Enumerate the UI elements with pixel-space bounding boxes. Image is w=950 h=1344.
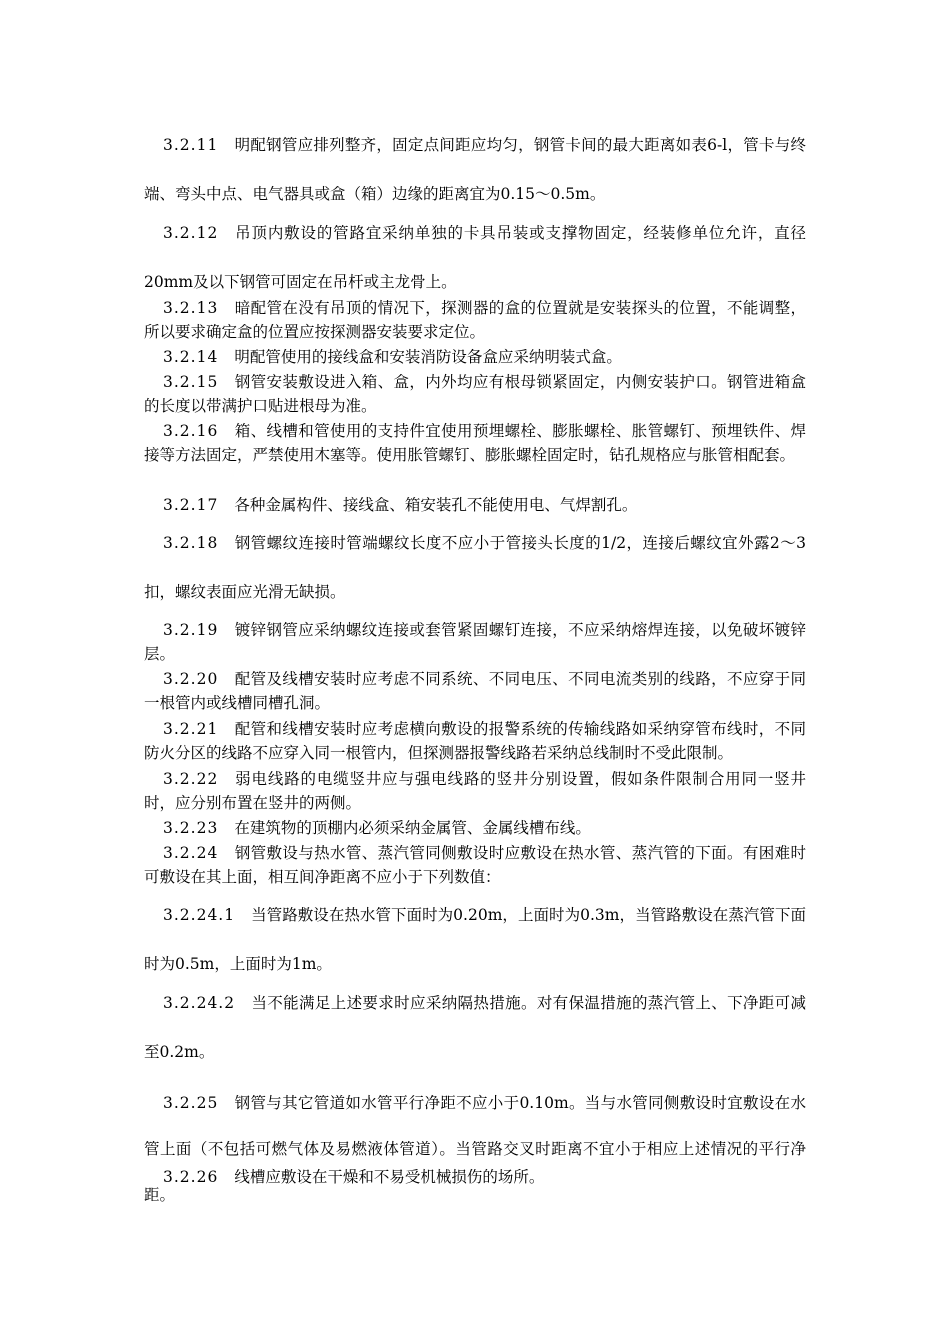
clause-number: 3.2.15 <box>163 373 219 391</box>
clause-text: 钢管螺纹连接时管端螺纹长度不应小于管接头长度的1/2，连接后螺纹宜外露2～3扣，螺纹表面应光滑无缺损。 <box>144 534 806 601</box>
clause-text: 明配钢管应排列整齐，固定点间距应均匀，钢管卡间的最大距离如表6-l，管卡与终端、弯头中点、电气器具或盒（箱）边缘的距离宜为0.15～0.5m。 <box>144 136 806 203</box>
clause-number: 3.2.23 <box>163 819 219 837</box>
clause-text: 钢管敷设与热水管、蒸汽管同侧敷设时应敷设在热水管、蒸汽管的下面。有困难时可敷设在其上面，相互间净距离不应小于下列数值： <box>144 844 806 886</box>
paragraph-3-2-22 <box>144 768 806 815</box>
clause-number: 3.2.25 <box>163 1094 219 1112</box>
clause-number: 3.2.14 <box>163 348 219 366</box>
clause-text: 暗配管在没有吊顶的情况下，探测器的盒的位置就是安装探头的位置，不能调整，所以要求确定盒的位置应按探测器安装要求定位。 <box>144 299 806 341</box>
clause-number: 3.2.19 <box>163 621 219 639</box>
clause-number: 3.2.16 <box>163 422 219 440</box>
clause-text: 钢管安装敷设进入箱、盒，内外均应有根母锁紧固定，内侧安装护口。钢管进箱盒的长度以带满护口贴进根母为准。 <box>144 373 806 415</box>
paragraph-3-2-23 <box>144 817 806 841</box>
clause-text: 吊顶内敷设的管路宜采纳单独的卡具吊装或支撑物固定，经装修单位允许，直径20mm及以下钢管可固定在吊杆或主龙骨上。 <box>144 224 806 291</box>
paragraph-3-2-20 <box>144 668 806 715</box>
clause-number: 3.2.22 <box>163 770 219 788</box>
clause-number: 3.2.18 <box>163 534 219 552</box>
clause-text: 钢管与其它管道如水管平行净距不应小于0.10m。当与水管同侧敷设时宜敷设在水管上面（不包括可燃气体及易燃液体管道）。当管路交叉时距离不宜小于相应上述情况的平行净距。 <box>144 1094 806 1204</box>
clause-number: 3.2.24.1 <box>163 906 236 924</box>
paragraph-3-2-17 <box>144 494 806 518</box>
paragraph-3-2-12 <box>144 209 806 307</box>
paragraph-3-2-24-1 <box>144 891 806 989</box>
clause-number: 3.2.12 <box>163 224 219 242</box>
clause-number: 3.2.11 <box>163 136 219 154</box>
clause-number: 3.2.13 <box>163 299 219 317</box>
paragraph-3-2-11 <box>144 121 806 219</box>
paragraph-3-2-14 <box>144 346 806 370</box>
paragraph-3-2-18 <box>144 519 806 617</box>
clause-number: 3.2.21 <box>163 720 219 738</box>
clause-number: 3.2.20 <box>163 670 219 688</box>
clause-text: 在建筑物的顶棚内必须采纳金属管、金属线槽布线。 <box>234 819 591 837</box>
clause-text: 箱、线槽和管使用的支持件宜使用预埋螺栓、膨胀螺栓、胀管螺钉、预埋铁件、焊接等方法固定，严禁使用木塞等。使用胀管螺钉、膨胀螺栓固定时，钻孔规格应与胀管相配套。 <box>144 422 806 464</box>
paragraph-3-2-15 <box>144 371 806 418</box>
clause-number: 3.2.17 <box>163 496 219 514</box>
clause-text: 配管和线槽安装时应考虑横向敷设的报警系统的传输线路如采纳穿管布线时，不同防火分区的线路不应穿入同一根管内，但探测器报警线路若采纳总线制时不受此限制。 <box>144 720 806 762</box>
paragraph-3-2-19 <box>144 619 806 666</box>
clause-text: 线槽应敷设在干燥和不易受机械损伤的场所。 <box>234 1168 545 1186</box>
paragraph-3-2-25 <box>144 1080 806 1218</box>
paragraph-3-2-13 <box>144 297 806 344</box>
paragraph-3-2-24 <box>144 842 806 889</box>
clause-text: 各种金属构件、接线盒、箱安装孔不能使用电、气焊割孔。 <box>234 496 638 514</box>
clause-number: 3.2.24 <box>163 844 219 862</box>
clause-number: 3.2.24.2 <box>163 994 236 1012</box>
clause-text: 当管路敷设在热水管下面时为0.20m，上面时为0.3m，当管路敷设在蒸汽管下面时为0.5m，上面时为1m。 <box>144 906 806 973</box>
clause-text: 弱电线路的电缆竖井应与强电线路的竖井分别设置，假如条件限制合用同一竖井时，应分别布置在竖井的两侧。 <box>144 770 806 812</box>
paragraph-3-2-21 <box>144 718 806 765</box>
clause-text: 当不能满足上述要求时应采纳隔热措施。对有保温措施的蒸汽管上、下净距可减至0.2m。 <box>144 994 806 1061</box>
paragraph-3-2-24-2 <box>144 979 806 1077</box>
clause-text: 明配管使用的接线盒和安装消防设备盒应采纳明装式盒。 <box>234 348 622 366</box>
clause-text: 配管及线槽安装时应考虑不同系统、不同电压、不同电流类别的线路，不应穿于同一根管内或线槽同槽孔洞。 <box>144 670 806 712</box>
paragraph-3-2-26 <box>144 1166 806 1190</box>
clause-number: 3.2.26 <box>163 1168 219 1186</box>
clause-text: 镀锌钢管应采纳螺纹连接或套管紧固螺钉连接，不应采纳熔焊连接，以免破坏镀锌层。 <box>144 621 806 663</box>
paragraph-3-2-16 <box>144 420 806 467</box>
